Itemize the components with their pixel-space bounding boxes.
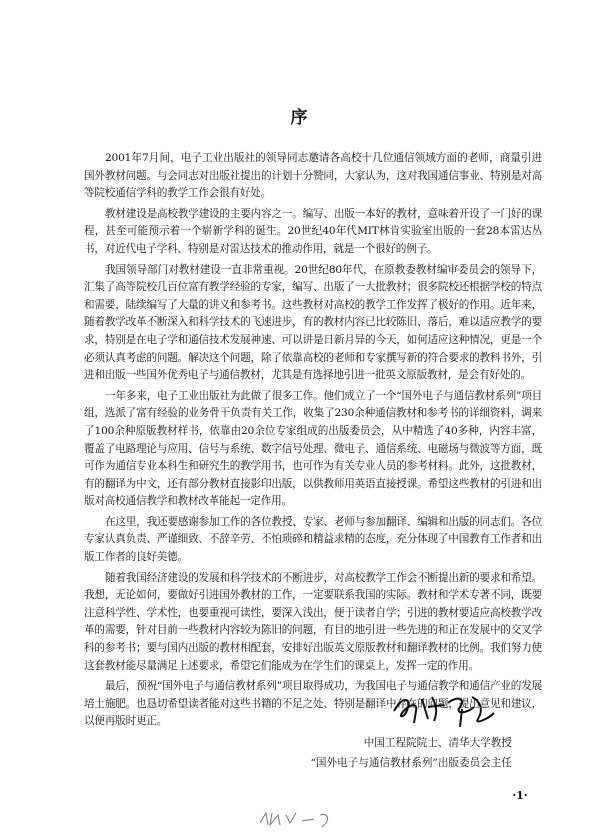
handwritten-signature <box>388 689 500 729</box>
page-number: ·1· <box>512 789 528 802</box>
paragraph: 我国领导部门对教材建设一直非常重视。20世纪80年代，在原教委教材编审委员会的领导下，汇集了高等院校几百位富有教学经验的专家，编写、出版了一大批教材；很多院校还根据学校的特点和需要，陆续编写了大量的讲义和参考书。这些教材对高校的教学工作发挥了极好的作用。近年来，随着教学改革不断深入和科学技术的飞速进步，有的教材内容已比较陈旧、落后，难以适应教学的要求，特别是在电子学和通信技术发展神速、可以讲是日新月异的今天，如何适应这种情况，更是一个必须认真考虑的问题。解决这个问题，除了依靠高校的老师和专家撰写新的符合要求的教科书外，引进和出版一些国外优秀电子与通信教材，尤其是有选择地引进一批英文原版教材，是会有好处的。 <box>84 263 542 382</box>
signer-role: “国外电子与通信教材系列”出版委员会主任 <box>310 757 512 769</box>
pencil-scribble <box>256 807 336 831</box>
paragraph: 随着我国经济建设的发展和科学技术的不断进步，对高校教学工作会不断提出新的要求和希望。我想，无论如何，要做好引进国外教材的工作，一定要联系我国的实际。教材和学术专著不同，既要注意科学性、学术性，也要重视可读性，要深入浅出，便于读者自学；引进的教材要适应高校教学改革的需要，针对目前一些教材内容较为陈旧的问题，有目的地引进一些先进的和正在发展中的交叉学科的参考书；要与国内出版的教材相配套，安排好出版英文原版教材和翻译教材的比例。我们努力使这套教材能尽量满足上述要求，希望它们能成为在学生们的课桌上，发挥一定的作用。 <box>84 571 542 672</box>
paragraph: 在这里，我还要感谢参加工作的各位教授、专家、老师与参加翻译、编辑和出版的同志们。各位专家认真负责、严谨细致、不辞辛劳、不怕琐碎和精益求精的态度，充分体现了中国教育工作者和出版工作者的良好美德。 <box>84 515 542 564</box>
signer-block <box>240 733 512 773</box>
signer-title: 中国工程院院士、清华大学教授 <box>363 737 512 749</box>
preface-body <box>84 150 542 731</box>
paragraph: 2001年7月间，电子工业出版社的领导同志邀请各高校十几位通信领域方面的老师，商量引进国外教材问题。与会同志对出版社提出的计划十分赞同，大家认为，这对我国通信事业、特别是对高等院校通信学科的教学工作会很有好处。 <box>84 152 542 200</box>
paragraph: 一年多来，电子工业出版社为此做了很多工作。他们成立了一个“国外电子与通信教材系列”项目组，选派了富有经验的业务骨干负责有关工作，收集了230余种通信教材和参考书的详细资料，调来了100余种原版教材样书，依靠由20余位专家组成的出版委员会，从中精选了40多种，内容丰富，覆盖了电路理论与应用、信号与系统、数字信号处理、微电子、通信系统、电磁场与微波等方面，既可作为通信专业本科生和研究生的教学用书，也可作为有关专业人员的参考材料。此外，这批教材，有的翻译为中文，还有部分教材直接影印出版，以供教师用英语直接授课。希望这些教材的引进和出版对高校通信教学和教材改革能起一定作用。 <box>84 389 542 508</box>
page-title: 序 <box>290 108 310 128</box>
paragraph: 最后，预祝“国外电子与通信教材系列”项目取得成功，为我国电子与通信教学和通信产业的发展培土施肥。也恳切希望读者能对这些书籍的不足之处、特别是翻译中存在的问题，提出意见和建议，以便再版时更正。 <box>84 680 542 728</box>
paragraph: 教材建设是高校教学建设的主要内容之一。编写、出版一本好的教材，意味着开设了一门好的课程，甚至可能预示着一个崭新学科的诞生。20世纪40年代MIT林肯实验室出版的一套28本雷达丛书，对近代电子学科、特别是对雷达技术的推动作用，就是一个很好的例子。 <box>84 207 542 255</box>
